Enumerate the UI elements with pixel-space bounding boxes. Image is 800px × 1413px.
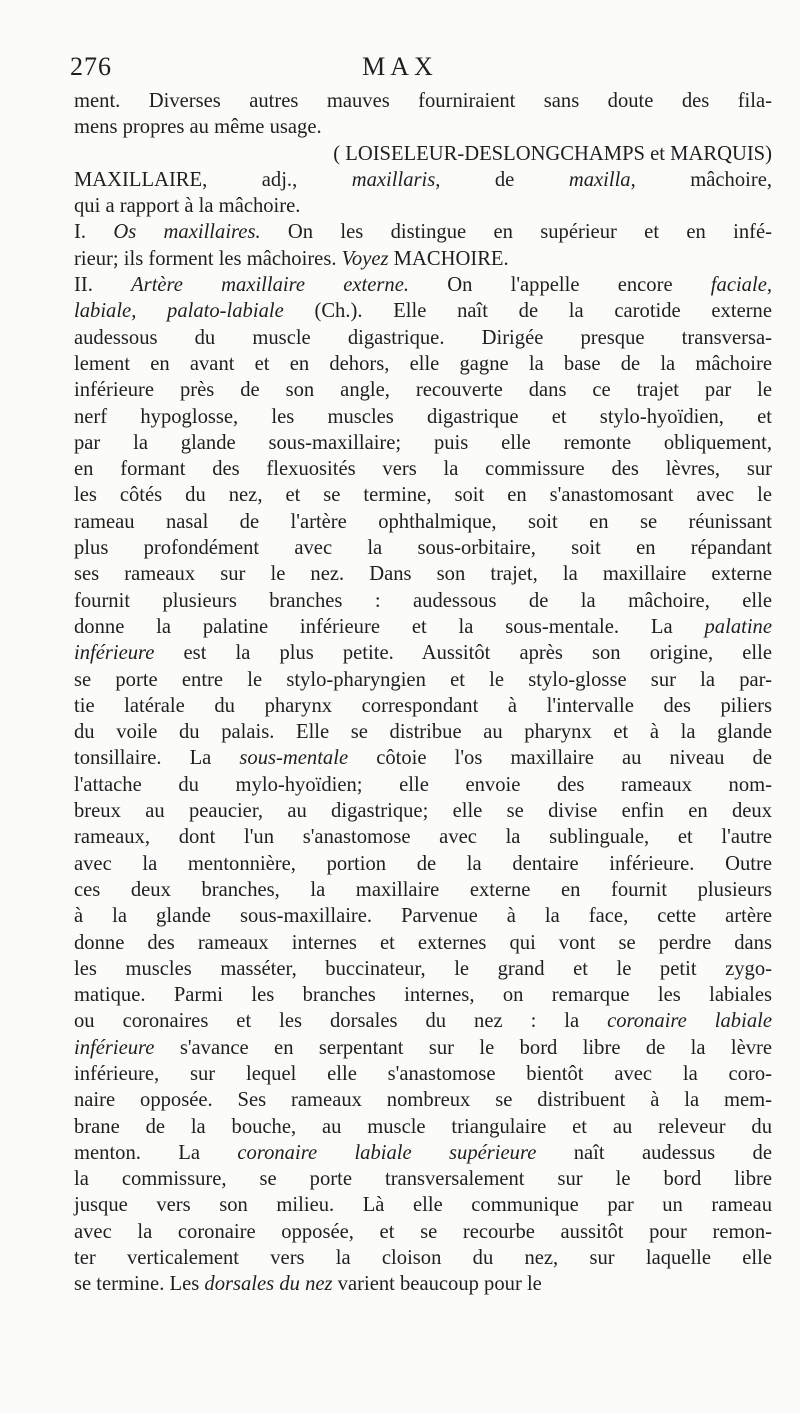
- text-segment: avec la mentonnière, portion de la dentaire inférieure. Outre: [74, 852, 772, 875]
- text-line: [74, 561, 772, 587]
- text-segment: rameaux, dont l'un s'anastomose avec la sublinguale, et l'autre: [74, 826, 772, 849]
- text-segment: ses rameaux sur le nez. Dans son trajet, la maxillaire externe: [74, 563, 772, 586]
- text-segment: coronaire labiale: [607, 1010, 772, 1033]
- text-line: [74, 1114, 772, 1140]
- text-segment: On les distingue en supérieur et en infé-: [260, 221, 772, 244]
- text-line: [74, 141, 772, 167]
- text-segment: naît audessus de: [536, 1141, 772, 1164]
- text-segment: On l'appelle encore: [409, 274, 711, 297]
- text-line: [74, 798, 772, 824]
- text-line: [74, 640, 772, 666]
- text-segment: audessous du muscle digastrique. Dirigée presque transversa-: [74, 326, 772, 349]
- text-segment: l'attache du mylo-hyoïdien; elle envoie des rameaux nom-: [74, 773, 772, 796]
- text-line: [74, 88, 772, 114]
- text-segment: mens propres au même usage.: [74, 116, 322, 139]
- text-segment: fournit plusieurs branches : audessous de la mâchoire, elle: [74, 589, 772, 612]
- text-segment: se porte entre le stylo-pharyngien et le stylo-glosse sur la par-: [74, 668, 772, 691]
- text-segment: Artère maxillaire externe.: [131, 274, 409, 297]
- text-segment: avec la coronaire opposée, et se recourbe aussitôt pour remon-: [74, 1220, 772, 1243]
- text-line: [74, 456, 772, 482]
- text-segment: dorsales du nez: [204, 1273, 333, 1296]
- text-line: [74, 325, 772, 351]
- text-line: [74, 956, 772, 982]
- text-line: [74, 167, 772, 193]
- text-line: [74, 1035, 772, 1061]
- text-line: [74, 772, 772, 798]
- text-line: [74, 1087, 772, 1113]
- text-segment: menton. La: [74, 1141, 238, 1164]
- text-line: [74, 246, 772, 272]
- text-segment: rameau nasal de l'artère ophthalmique, soit en se réunissant: [74, 510, 772, 533]
- text-segment: MAXILLAIRE: [74, 168, 203, 191]
- text-line: [74, 114, 772, 140]
- text-segment: matique. Parmi les branches internes, on remarque les labiales: [74, 984, 772, 1007]
- text-segment: donne des rameaux internes et externes qui vont se perdre dans: [74, 931, 772, 954]
- text-segment: maxillaris: [351, 168, 436, 191]
- text-line: [74, 298, 772, 324]
- text-segment: ment. Diverses autres mauves fourniraient sans doute des fila-: [74, 90, 772, 112]
- text-segment: rieur; ils forment les mâchoires.: [74, 247, 342, 270]
- text-segment: inférieure: [74, 1036, 155, 1059]
- text-segment: ou coronaires et les dorsales du nez : la: [74, 1010, 608, 1033]
- text-segment: plus profondément avec la sous-orbitaire, soit en répandant: [74, 537, 772, 560]
- text-line: [74, 1140, 772, 1166]
- text-segment: ( LOISELEUR-DESLONGCHAMPS et MARQUIS): [333, 142, 772, 165]
- text-line: [74, 1245, 772, 1271]
- text-segment: inférieure près de son angle, recouverte dans ce trajet par le: [74, 379, 772, 402]
- text-line: [74, 377, 772, 403]
- text-segment: nerf hypoglosse, les muscles digastrique et stylo-hyoïdien, et: [74, 405, 772, 428]
- text-segment: , de: [435, 168, 569, 191]
- text-segment: s'avance en serpentant sur le bord libre de la lèvre: [154, 1036, 772, 1059]
- text-line: [74, 272, 772, 298]
- text-line: [74, 588, 772, 614]
- text-segment: se termine. Les: [74, 1273, 205, 1296]
- text-segment: qui a rapport à la mâchoire.: [74, 195, 301, 218]
- text-segment: donne la palatine inférieure et la sous-mentale. La: [74, 615, 705, 638]
- text-line: [74, 482, 772, 508]
- text-segment: du voile du palais. Elle se distribue au pharynx et à la glande: [74, 721, 772, 744]
- text-segment: varient beaucoup pour le: [332, 1273, 542, 1296]
- text-line: [74, 219, 772, 245]
- text-segment: lement en avant et en dehors, elle gagne la base de la mâchoire: [74, 352, 772, 375]
- text-segment: en formant des flexuosités vers la commissure des lèvres, sur: [74, 458, 772, 481]
- text-segment: brane de la bouche, au muscle triangulaire et au releveur du: [74, 1115, 772, 1138]
- text-segment: Voyez: [341, 247, 389, 270]
- text-line: [74, 1008, 772, 1034]
- text-segment: II.: [74, 274, 132, 297]
- text-line: [74, 877, 772, 903]
- text-line: [74, 745, 772, 771]
- text-line: [74, 1166, 772, 1192]
- page-header: [70, 52, 730, 92]
- text-segment: breux au peaucier, au digastrique; elle se divise enfin en deux: [74, 800, 772, 823]
- text-line: [74, 535, 772, 561]
- text-segment: coronaire labiale supérieure: [237, 1141, 537, 1164]
- text-line: [74, 351, 772, 377]
- text-segment: à la glande sous-maxillaire. Parvenue à la face, cette artère: [74, 905, 772, 928]
- text-segment: inférieure: [74, 642, 155, 665]
- page-number: 276: [70, 52, 112, 81]
- text-segment: naire opposée. Ses rameaux nombreux se distribuent à la mem-: [74, 1089, 772, 1112]
- text-segment: maxilla: [568, 168, 631, 191]
- body-text: [74, 88, 772, 1298]
- text-segment: , adj.,: [202, 168, 352, 191]
- text-segment: inférieure, sur lequel elle s'anastomose bientôt avec la coro-: [74, 1062, 772, 1085]
- text-segment: (Ch.). Elle naît de la carotide externe: [283, 300, 772, 323]
- text-segment: MACHOIRE.: [388, 247, 509, 270]
- text-line: [74, 824, 772, 850]
- text-line: [74, 509, 772, 535]
- text-segment: ter verticalement vers la cloison du nez, sur laquelle elle: [74, 1247, 772, 1270]
- text-segment: jusque vers son milieu. Là elle communique par un rameau: [74, 1194, 772, 1217]
- text-line: [74, 614, 772, 640]
- text-segment: ces deux branches, la maxillaire externe en fournit plusieurs: [74, 878, 772, 901]
- text-line: [74, 667, 772, 693]
- text-line: [74, 1061, 772, 1087]
- text-segment: I.: [74, 221, 114, 244]
- text-segment: faciale,: [710, 274, 772, 297]
- text-line: [74, 719, 772, 745]
- text-line: [74, 930, 772, 956]
- text-segment: la commissure, se porte transversalement sur le bord libre: [74, 1168, 772, 1191]
- text-segment: labiale, palato-labiale: [74, 300, 284, 323]
- text-line: [74, 851, 772, 877]
- text-line: [74, 404, 772, 430]
- text-segment: , mâchoire,: [630, 168, 773, 191]
- text-segment: par la glande sous-maxillaire; puis elle remonte obliquement,: [74, 431, 772, 454]
- text-line: [74, 1192, 772, 1218]
- text-line: [74, 1271, 772, 1297]
- text-segment: est la plus petite. Aussitôt après son origine, elle: [154, 642, 772, 665]
- text-line: [74, 693, 772, 719]
- text-line: [74, 1219, 772, 1245]
- text-segment: côtoie l'os maxillaire au niveau de: [348, 747, 772, 770]
- text-line: [74, 982, 772, 1008]
- text-segment: les muscles masséter, buccinateur, le grand et le petit zygo-: [74, 957, 772, 980]
- text-segment: Os maxillaires.: [113, 221, 261, 244]
- text-line: [74, 430, 772, 456]
- running-head: MAX: [362, 52, 438, 81]
- text-segment: sous-mentale: [239, 747, 349, 770]
- text-segment: tie latérale du pharynx correspondant à l'intervalle des piliers: [74, 694, 772, 717]
- text-line: [74, 903, 772, 929]
- text-segment: tonsillaire. La: [74, 747, 240, 770]
- text-line: [74, 193, 772, 219]
- text-segment: les côtés du nez, et se termine, soit en s'anastomosant avec le: [74, 484, 772, 507]
- text-segment: palatine: [704, 615, 772, 638]
